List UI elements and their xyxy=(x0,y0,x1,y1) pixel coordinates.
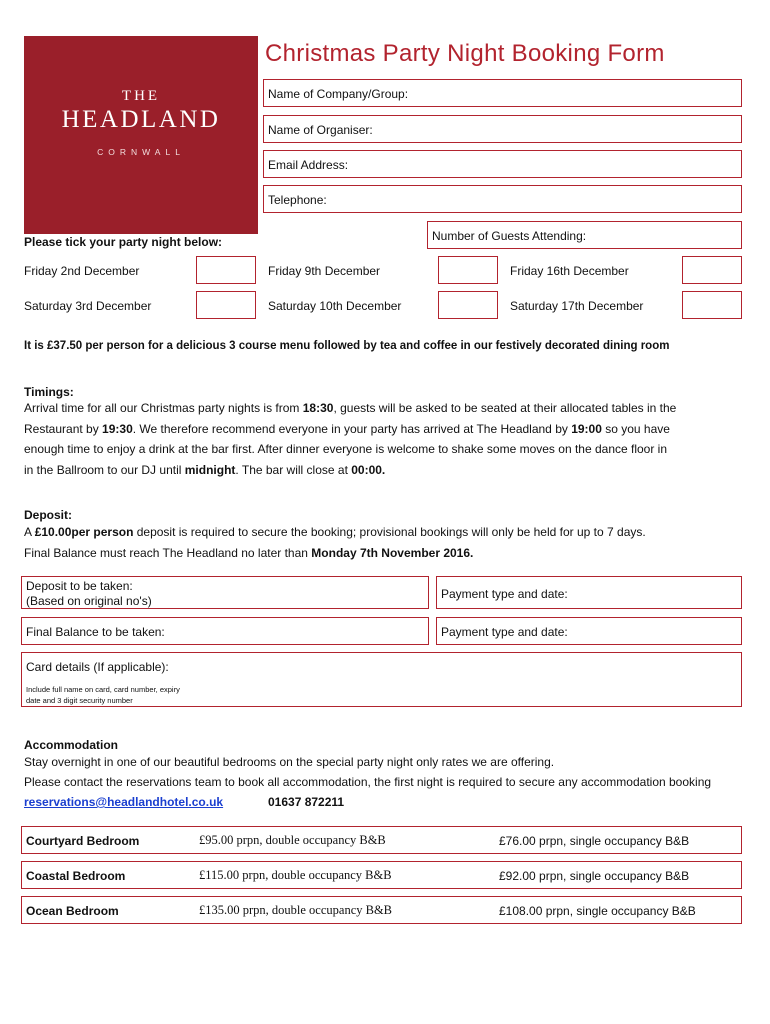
night-fri16-checkbox[interactable] xyxy=(682,256,742,284)
organiser-label: Name of Organiser: xyxy=(268,123,373,137)
balance-payment-type-field[interactable] xyxy=(436,617,742,645)
timings-text: Arrival time for all our Christmas party nights is from xyxy=(24,401,303,415)
timings-text: . The bar will close at xyxy=(235,462,352,477)
night-fri16-label: Friday 16th December xyxy=(510,264,629,278)
room-row xyxy=(21,861,742,889)
organiser-field[interactable] xyxy=(263,115,742,143)
room-double-rate: £135.00 prpn, double occupancy B&B xyxy=(199,903,393,917)
night-fri2-checkbox[interactable] xyxy=(196,256,256,284)
logo-cornwall: CORNWALL xyxy=(97,147,185,157)
company-label: Name of Company/Group: xyxy=(268,87,409,101)
night-fri9-checkbox[interactable] xyxy=(438,256,498,284)
timings-heading: Timings: xyxy=(24,385,74,399)
final-balance-field[interactable] xyxy=(21,617,429,645)
room-name: Courtyard Bedroom xyxy=(26,834,140,848)
night-sat10-label: Saturday 10th December xyxy=(268,299,402,313)
accommodation-intro: Stay overnight in one of our beautiful bedrooms on the special party night only rates we are offering. xyxy=(24,755,555,769)
bar-close-time: 00:00. xyxy=(351,462,386,477)
price-line: It is £37.50 per person for a delicious 3 course menu followed by tea and coffee in our festively decorated dining room xyxy=(24,340,670,352)
timings-text: , guests will be asked to be seated at their allocated tables in the xyxy=(333,401,677,415)
room-row xyxy=(21,896,742,924)
deposit-payment-type-field[interactable] xyxy=(436,576,742,609)
timings-paragraph xyxy=(24,398,744,480)
deposit-taken-label: Deposit to be taken: xyxy=(26,579,133,593)
card-details-note-1: Include full name on card, card number, expiry xyxy=(26,685,180,694)
deposit-text: Final Balance must reach The Headland no later than xyxy=(24,545,312,560)
deposit-payment-type-label: Payment type and date: xyxy=(441,587,568,601)
final-balance-label: Final Balance to be taken: xyxy=(26,625,165,639)
timings-text: Restaurant by xyxy=(24,421,103,436)
accommodation-booking-note: Please contact the reservations team to book all accommodation, the first night is required to secure any accommodation booking xyxy=(24,775,712,789)
balance-payment-type-label: Payment type and date: xyxy=(441,625,568,639)
deposit-amount: £10.00per person xyxy=(34,525,134,539)
card-details-field[interactable] xyxy=(21,652,742,707)
room-double-rate: £115.00 prpn, double occupancy B&B xyxy=(199,868,392,882)
deposit-taken-sublabel: (Based on original no's) xyxy=(26,594,152,608)
reservations-phone: 01637 872211 xyxy=(268,795,345,809)
deposit-text: deposit is required to secure the booking; provisional bookings will only be held for up to 7 days. xyxy=(133,525,646,539)
final-balance-date: Monday 7th November 2016. xyxy=(311,545,474,560)
deposit-heading: Deposit: xyxy=(24,508,72,522)
deposit-text: A xyxy=(24,525,35,539)
company-field[interactable] xyxy=(263,79,742,107)
email-field[interactable] xyxy=(263,150,742,178)
timings-text: . We therefore recommend everyone in your party has arrived at The Headland by xyxy=(132,421,572,436)
telephone-field[interactable] xyxy=(263,185,742,213)
headland-logo xyxy=(24,36,258,234)
logo-the: THE xyxy=(121,88,161,104)
night-sat3-label: Saturday 3rd December xyxy=(24,299,152,313)
reservations-email-link[interactable]: reservations@headlandhotel.co.uk xyxy=(24,795,224,809)
night-sat17-checkbox[interactable] xyxy=(682,291,742,319)
accommodation-heading: Accommodation xyxy=(24,738,119,752)
logo-headland: HEADLAND xyxy=(61,106,221,133)
card-details-label: Card details (If applicable): xyxy=(26,660,169,674)
email-label: Email Address: xyxy=(268,158,349,172)
deposit-paragraph xyxy=(24,522,744,563)
card-details-note-2: date and 3 digit security number xyxy=(26,696,133,705)
night-sat17-label: Saturday 17th December xyxy=(510,299,644,313)
night-fri2-label: Friday 2nd December xyxy=(24,264,140,278)
night-sat10-checkbox[interactable] xyxy=(438,291,498,319)
telephone-label: Telephone: xyxy=(268,193,327,207)
room-single-rate: £92.00 prpn, single occupancy B&B xyxy=(499,869,690,883)
seated-time: 19:30 xyxy=(102,421,133,436)
form-title: Christmas Party Night Booking Form xyxy=(265,40,665,67)
guests-field[interactable] xyxy=(427,221,742,249)
recommended-time: 19:00 xyxy=(571,421,602,436)
room-name: Coastal Bedroom xyxy=(26,869,126,883)
room-double-rate: £95.00 prpn, double occupancy B&B xyxy=(199,833,386,847)
guests-label: Number of Guests Attending: xyxy=(432,229,587,243)
timings-text: in the Ballroom to our DJ until xyxy=(24,462,185,477)
dj-end-time: midnight xyxy=(184,462,236,477)
room-name: Ocean Bedroom xyxy=(26,904,119,918)
timings-text: enough time to enjoy a drink at the bar first. After dinner everyone is welcome to shake some moves on the dance floor in xyxy=(24,442,668,456)
night-sat3-checkbox[interactable] xyxy=(196,291,256,319)
room-single-rate: £108.00 prpn, single occupancy B&B xyxy=(499,904,696,918)
tick-heading: Please tick your party night below: xyxy=(24,235,223,249)
timings-text: so you have xyxy=(601,421,670,436)
room-single-rate: £76.00 prpn, single occupancy B&B xyxy=(499,834,690,848)
room-row xyxy=(21,826,742,854)
deposit-taken-field[interactable] xyxy=(21,576,429,609)
arrival-time: 18:30 xyxy=(302,401,334,415)
night-fri9-label: Friday 9th December xyxy=(268,264,381,278)
